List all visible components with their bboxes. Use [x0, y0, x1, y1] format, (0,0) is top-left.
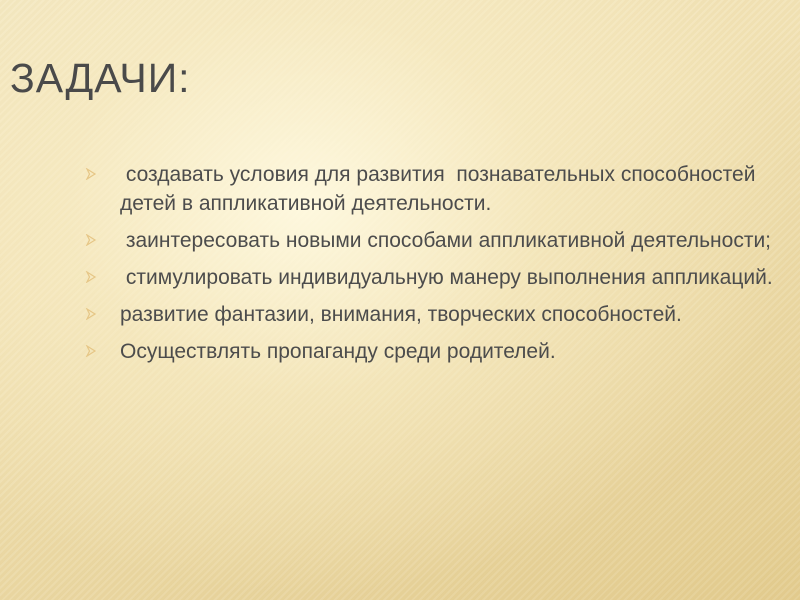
list-item [84, 300, 784, 329]
list-item [84, 337, 784, 366]
arrow-bullet-icon [84, 308, 98, 320]
arrow-bullet-icon [84, 168, 98, 180]
bullet-text: стимулировать индивидуальную манеру выполнения аппликаций. [120, 266, 773, 289]
list-item [84, 263, 784, 292]
arrow-bullet-icon [84, 271, 98, 283]
bullet-text: заинтересовать новыми способами аппликативной деятельности; [120, 229, 772, 252]
list-item [84, 226, 784, 255]
bullet-text: создавать условия для развития познавательных способностей детей в аппликативной деятельности. [120, 163, 762, 215]
list-item [84, 160, 784, 218]
bullet-text: Осуществлять пропаганду среди родителей. [120, 340, 556, 363]
arrow-bullet-icon [84, 234, 98, 246]
bullet-text: развитие фантазии, внимания, творческих способностей. [120, 303, 682, 326]
bullet-list [84, 160, 784, 374]
arrow-bullet-icon [84, 345, 98, 357]
slide-title: ЗАДАЧИ: [10, 55, 191, 101]
